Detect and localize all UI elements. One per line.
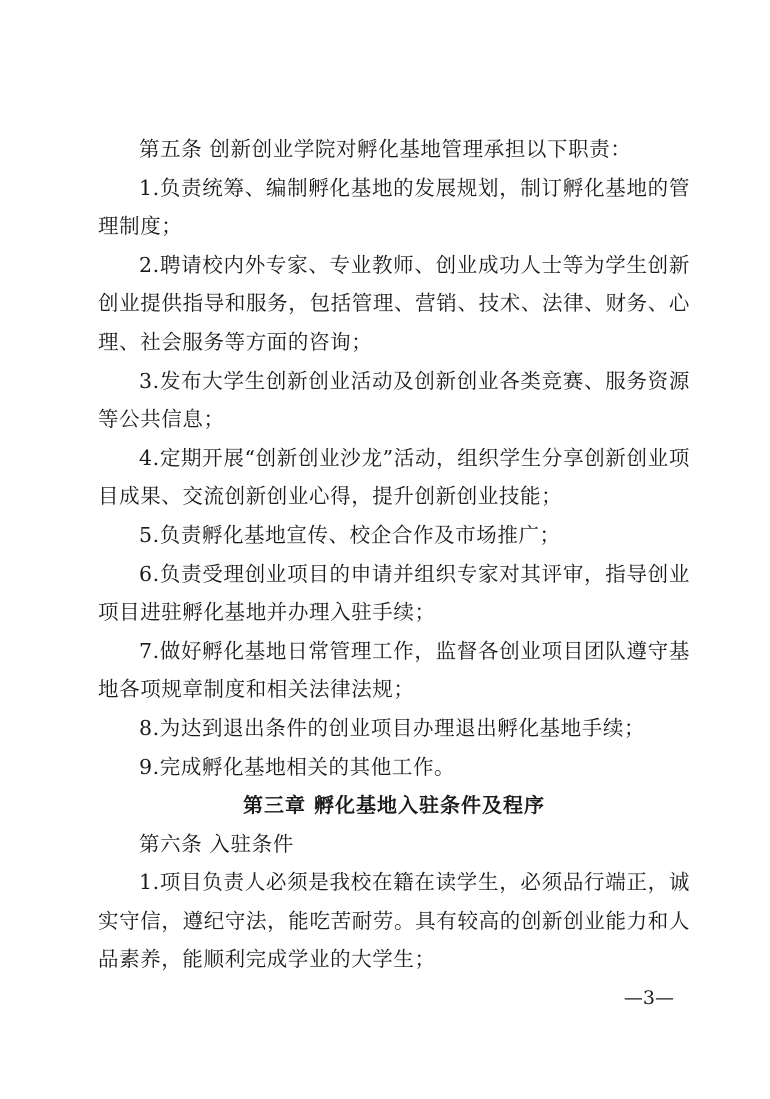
duty-item-5: 5.负责孵化基地宣传、校企合作及市场推广；	[139, 522, 561, 547]
duty-item-3: 3.发布大学生创新创业活动及创新创业各类竞赛、服务资源等公共信息；	[98, 368, 690, 432]
duty-item-2: 2.聘请校内外专家、专业教师、创业成功人士等为学生创新创业提供指导和服务，包括管理、营销、技术、法律、财务、心理、社会服务等方面的咨询；	[98, 252, 690, 354]
article-6-heading: 第六条 入驻条件	[139, 831, 294, 856]
duty-item-9: 9.完成孵化基地相关的其他工作。	[139, 754, 456, 779]
duty-item-7: 7.做好孵化基地日常管理工作，监督各创业项目团队遵守基地各项规章制度和相关法律法规；	[98, 638, 690, 702]
duty-item-8: 8.为达到退出条件的创业项目办理退出孵化基地手续；	[139, 715, 646, 740]
article-5-heading: 第五条 创新创业学院对孵化基地管理承担以下职责：	[139, 137, 632, 161]
page-number: —3—	[623, 987, 674, 1009]
document-body	[98, 130, 690, 979]
condition-item-1: 1.项目负责人必须是我校在籍在读学生，必须品行端正，诚实守信，遵纪守法，能吃苦耐劳。具有较高的创新创业能力和人品素养，能顺利完成学业的大学生；	[98, 870, 690, 972]
chapter-title: 第三章 孵化基地入驻条件及程序	[243, 793, 545, 818]
duty-item-6: 6.负责受理创业项目的申请并组织专家对其评审，指导创业项目进驻孵化基地并办理入驻手续；	[98, 561, 690, 625]
duty-item-4: 4.定期开展“创新创业沙龙”活动，组织学生分享创新创业项目成果、交流创新创业心得，提升创新创业技能；	[98, 445, 690, 509]
duty-item-1: 1.负责统筹、编制孵化基地的发展规划，制订孵化基地的管理制度；	[98, 175, 690, 239]
